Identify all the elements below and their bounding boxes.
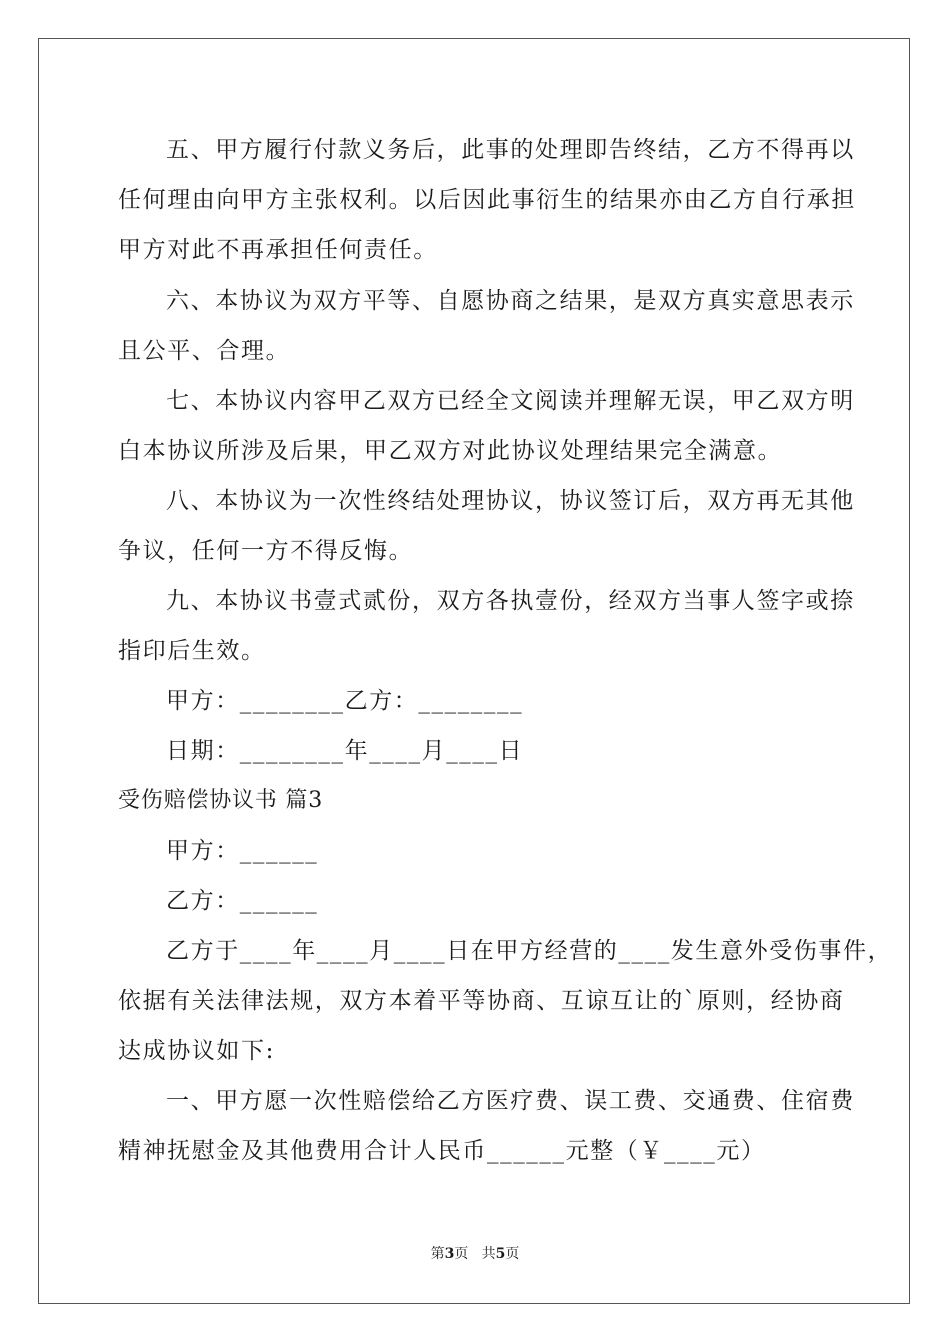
incident-line-1: 乙方于____年____月____日在甲方经营的____发生意外受伤事件，: [166, 938, 893, 964]
party-a-field: 甲方：______: [166, 838, 319, 864]
clause-1-line-1: 一、甲方愿一次性赔偿给乙方医疗费、误工费、交通费、住宿费: [166, 1088, 855, 1114]
clause-6-line-2: 且公平、合理。: [118, 338, 291, 364]
clause-6-line-1: 六、本协议为双方平等、自愿协商之结果，是双方真实意思表示: [166, 288, 855, 314]
clause-5-line-1: 五、甲方履行付款义务后，此事的处理即告终结，乙方不得再以: [166, 137, 855, 163]
clause-1-line-2: 精神抚慰金及其他费用合计人民币______元整（￥____元）: [118, 1138, 766, 1164]
total-pages: 5: [495, 1246, 506, 1262]
incident-line-3: 达成协议如下:: [118, 1038, 275, 1064]
clause-8-line-1: 八、本协议为一次性终结处理协议，协议签订后，双方再无其他: [166, 488, 855, 514]
clause-7-line-1: 七、本协议内容甲乙双方已经全文阅读并理解无误，甲乙双方明: [166, 388, 855, 414]
clause-9-line-1: 九、本协议书壹式贰份，双方各执壹份，经双方当事人签字或捺: [166, 588, 855, 614]
party-b-field: 乙方：______: [166, 888, 319, 914]
page-prefix: 第: [430, 1246, 445, 1262]
section-heading: 受伤赔偿协议书 篇3: [118, 788, 323, 813]
clause-8-line-2: 争议，任何一方不得反悔。: [118, 538, 414, 564]
clause-5-line-3: 甲方对此不再承担任何责任。: [118, 237, 438, 263]
clause-7-line-2: 白本协议所涉及后果，甲乙双方对此协议处理结果完全满意。: [118, 438, 783, 464]
page-number: 3: [444, 1246, 455, 1262]
clause-9-line-2: 指印后生效。: [118, 638, 266, 664]
date-line: 日期：________年____月____日: [166, 738, 524, 764]
total-unit: 页: [505, 1246, 520, 1262]
clause-5-line-2: 任何理由向甲方主张权利。以后因此事衍生的结果亦由乙方自行承担: [118, 187, 856, 213]
incident-line-2: 依据有关法律法规，双方本着平等协商、互谅互让的`原则，经协商: [118, 988, 845, 1014]
page-footer: [0, 1245, 950, 1263]
signature-line: 甲方：________乙方：________: [166, 688, 524, 714]
page-unit: 页: [454, 1246, 469, 1262]
total-prefix: 共: [481, 1246, 496, 1262]
